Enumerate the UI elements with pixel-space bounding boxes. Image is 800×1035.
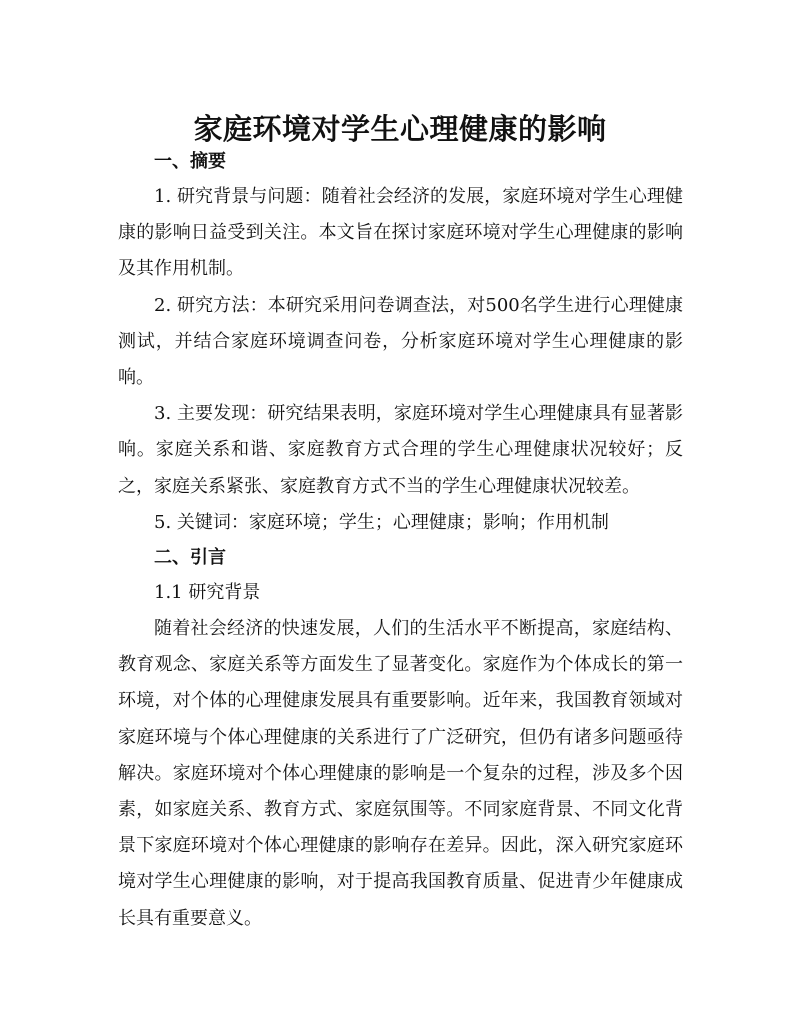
section-heading-introduction: 二、引言 (154, 547, 226, 569)
abstract-item-2: 2. 研究方法：本研究采用问卷调查法，对500名学生进行心理健康测试，并结合家庭环境调查问卷，分析家庭环境对学生心理健康的影响。 (118, 294, 683, 389)
abstract-item-3: 3. 主要发现：研究结果表明，家庭环境对学生心理健康具有显著影响。家庭关系和谐、家庭教育方式合理的学生心理健康状况较好；反之，家庭关系紧张、家庭教育方式不当的学生心理健康状况较差。 (118, 403, 683, 497)
document-title: 家庭环境对学生心理健康的影响 (193, 112, 607, 147)
abstract-item-1: 1. 研究背景与问题：随着社会经济的发展，家庭环境对学生心理健康的影响日益受到关注。本文旨在探讨家庭环境对学生心理健康的影响及其作用机制。 (118, 186, 683, 280)
introduction-body: 随着社会经济的快速发展，人们的生活水平不断提高，家庭结构、教育观念、家庭关系等方面发生了显著变化。家庭作为个体成长的第一环境，对个体的心理健康发展具有重要影响。近年来，我国教育领域对家庭环境与个体心理健康的关系进行了广泛研究，但仍有诸多问题亟待解决。家庭环境对个体心理健康的影响是一个复杂的过程，涉及多个因素，如家庭关系、教育方式、家庭氛围等。不同家庭背景、不同文化背景下家庭环境对个体心理健康的影响存在差异。因此，深入研究家庭环境对学生心理健康的影响，对于提高我国教育质量、促进青少年健康成长具有重要意义。 (118, 618, 683, 929)
document-body (118, 145, 683, 937)
abstract-keywords: 5. 关键词：家庭环境；学生；心理健康；影响；作用机制 (154, 511, 609, 533)
section-heading-abstract: 一、摘要 (154, 151, 226, 172)
subsection-heading-background: 1.1 研究背景 (154, 582, 261, 604)
